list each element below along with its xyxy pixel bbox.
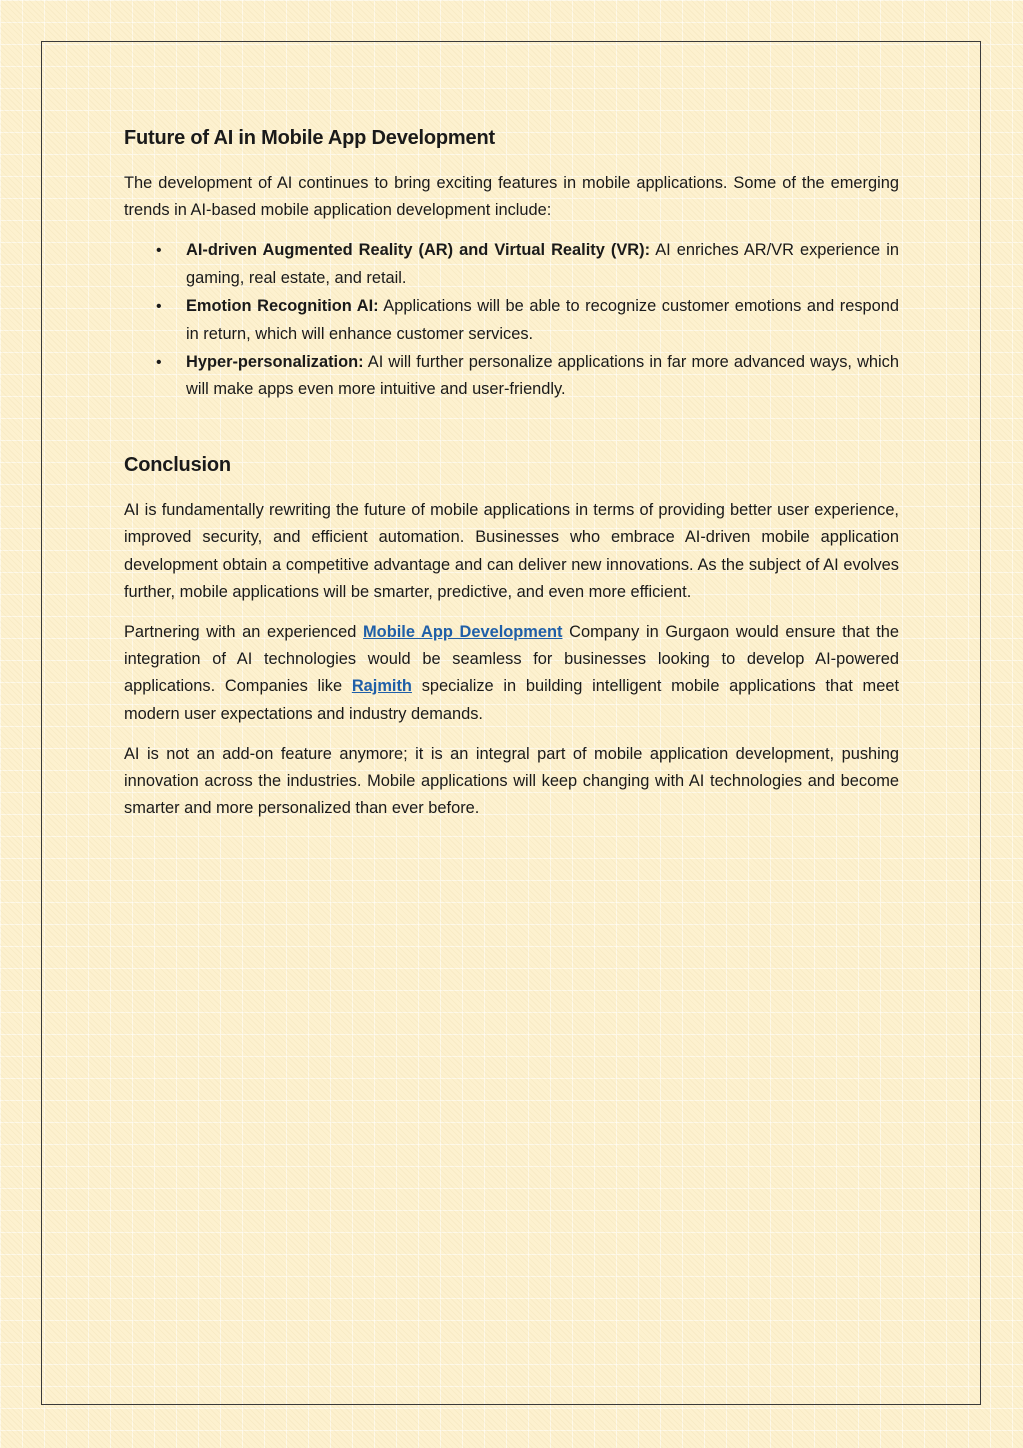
document-body <box>124 122 899 835</box>
list-item <box>156 293 899 349</box>
bullet-icon: • <box>156 242 162 260</box>
list-item <box>156 349 899 405</box>
paragraph-text: Company in Gurgaon would ensure that the integration of AI technologies would be seamless for businesses looking to develop AI-powered applications. Companies like <box>124 623 899 696</box>
section-spacer <box>124 404 899 449</box>
intro-paragraph: The development of AI continues to bring exciting features in mobile applications. Some of the emerging trends in AI-based mobile application development include: <box>124 174 899 220</box>
list-item-text: AI enriches AR/VR experience in gaming, real estate, and retail. <box>186 241 899 288</box>
bullet-icon: • <box>156 353 162 371</box>
list-item <box>156 237 899 293</box>
conclusion-paragraph-1: AI is fundamentally rewriting the future of mobile applications in terms of providing better user experience, improved security, and efficient automation. Businesses who embrace AI-driven mobile application development obtain a competitive advantage and can deliver new innovations. As the subject of AI evolves further, mobile applications will be smarter, predictive, and even more efficient. <box>124 501 899 601</box>
section-heading-conclusion: Conclusion <box>124 454 231 477</box>
list-item-term: Emotion Recognition AI: <box>186 297 379 315</box>
conclusion-paragraph-3: AI is not an add-on feature anymore; it is an integral part of mobile application development, pushing innovation across the industries. Mobile applications will keep changing with AI technologies and become smarter and more personalized than ever before. <box>124 744 899 818</box>
paragraph-text: Partnering with an experienced <box>124 623 364 641</box>
trends-list <box>124 237 899 404</box>
mobile-app-development-link[interactable]: Mobile App Development <box>363 623 563 641</box>
list-item-term: AI-driven Augmented Reality (AR) and Virtual Reality (VR): <box>186 241 651 260</box>
list-item-text: AI will further personalize applications in far more advanced ways, which will make apps even more intuitive and user-friendly. <box>186 352 899 399</box>
list-item-text: Applications will be able to recognize customer emotions and respond in return, which will enhance customer services. <box>186 297 899 343</box>
list-item-term: Hyper-personalization: <box>186 352 364 371</box>
paragraph-text: specialize in building intelligent mobile applications that meet modern user expectations and industry demands. <box>124 677 899 723</box>
conclusion-paragraph-2 <box>124 619 899 728</box>
rajmith-link[interactable]: Rajmith <box>351 677 412 696</box>
section-heading-future: Future of AI in Mobile App Development <box>124 127 495 149</box>
bullet-icon: • <box>156 298 162 315</box>
